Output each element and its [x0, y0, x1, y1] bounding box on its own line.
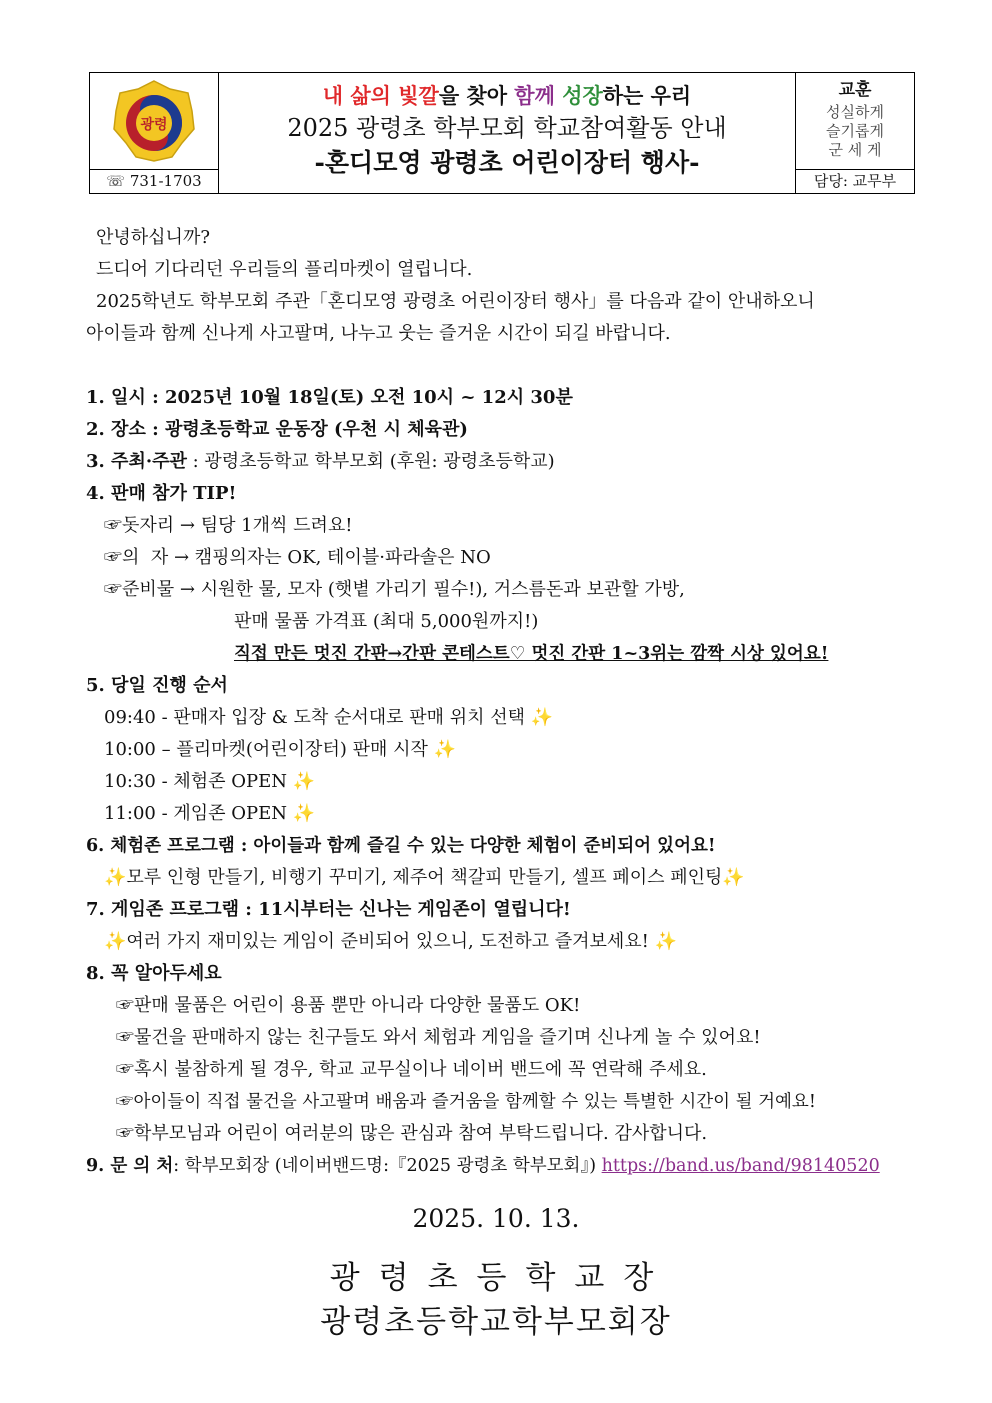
- logo-cell: [90, 73, 219, 193]
- slogan: [218, 81, 796, 111]
- item-experience-heading: 6. 체험존 프로그램 : 아이들과 함께 즐길 수 있는 다양한 체험이 준비되어 있어요!: [86, 836, 716, 856]
- slogan-part: 을 찾아: [438, 83, 515, 108]
- department-in-charge: 담당: 교무부: [796, 169, 914, 193]
- item-notice-heading: 8. 꼭 알아두세요: [86, 963, 222, 984]
- item-contact-text: : 학부모회장 (네이버밴드명:『2025 광령초 학부모회』): [173, 1156, 602, 1176]
- title-cell: [218, 73, 796, 193]
- intro-line: 안녕하십니까?: [96, 227, 210, 248]
- document-title: 2025 광령초 학부모회 학교참여활동 안내: [287, 114, 727, 142]
- notice-line: ☞물건을 판매하지 않는 친구들도 와서 체험과 게임을 즐기며 신나게 놀 수 있어요!: [116, 1027, 761, 1048]
- motto-title: 교훈: [838, 80, 872, 100]
- intro-line: 2025학년도 학부모회 주관「혼디모영 광령초 어린이장터 행사」를 다음과 같이 안내하오니: [96, 291, 815, 312]
- slogan-part: 함께: [514, 83, 555, 108]
- document-subtitle: -혼디모영 광령초 어린이장터 행사-: [314, 148, 700, 177]
- tip-line: 판매 물품 가격표 (최대 5,000원까지!): [234, 611, 539, 632]
- item-date: 1. 일시 : 2025년 10월 18일(토) 오전 10시 ~ 12시 30분: [86, 387, 573, 408]
- experience-line: ✨모루 인형 만들기, 비행기 꾸미기, 제주어 책갈피 만들기, 셀프 페이스 페인팅✨: [104, 867, 745, 888]
- phone-number: ☏ 731-1703: [90, 169, 218, 193]
- notice-line: ☞판매 물품은 어린이 용품 뿐만 아니라 다양한 물품도 OK!: [116, 995, 581, 1016]
- schedule-line: 10:30 - 체험존 OPEN ✨: [104, 771, 316, 792]
- document-body: [86, 222, 922, 1182]
- item-host-label: 3. 주최·주관: [86, 451, 187, 472]
- notice-line: ☞아이들이 직접 물건을 사고팔며 배움과 즐거움을 함께할 수 있는 특별한 시간이 될 거예요!: [116, 1092, 816, 1112]
- tip-line: ☞의 자 → 캠핑의자는 OK, 테이블·파라솔은 NO: [104, 547, 491, 568]
- notice-line: ☞학부모님과 어린이 여러분의 많은 관심과 참여 부탁드립니다. 감사합니다.: [116, 1123, 708, 1144]
- item-contact: [86, 1150, 922, 1182]
- item-place: 2. 장소 : 광령초등학교 운동장 (우천 시 체육관): [86, 419, 468, 440]
- schedule-line: 11:00 - 게임존 OPEN ✨: [104, 803, 316, 824]
- pta-president-signature: 광령초등학교학부모회장: [320, 1304, 672, 1340]
- motto-cell: [795, 73, 914, 193]
- schedule-line: 10:00 – 플리마켓(어린이장터) 판매 시작 ✨: [104, 739, 456, 760]
- item-game-heading: 7. 게임존 프로그램 : 11시부터는 신나는 게임존이 열립니다!: [86, 899, 571, 920]
- game-line: ✨여러 가지 재미있는 게임이 준비되어 있으니, 도전하고 즐겨보세요! ✨: [104, 931, 678, 952]
- slogan-part: 하는 우리: [602, 83, 692, 108]
- motto-line: 슬기롭게: [826, 122, 884, 140]
- item-host-text: : 광령초등학교 학부모회 (후원: 광령초등학교): [186, 451, 555, 472]
- item-tips-heading: 4. 판매 참가 TIP!: [86, 483, 237, 504]
- item-schedule-heading: 5. 당일 진행 순서: [86, 675, 228, 696]
- motto-line: 군 세 게: [828, 141, 882, 159]
- slogan-part: 성장: [562, 83, 603, 108]
- school-emblem-icon: [112, 79, 196, 163]
- motto-line: 성실하게: [826, 103, 884, 121]
- band-link[interactable]: https://band.us/band/98140520: [601, 1156, 880, 1176]
- tip-line: ☞돗자리 → 팀당 1개씩 드려요!: [104, 515, 353, 536]
- item-contact-label: 9. 문 의 처: [86, 1156, 174, 1176]
- sign-contest-note: 직접 만든 멋진 간판→간판 콘테스트♡ 멋진 간판 1~3위는 깜짝 시상 있어요!: [234, 644, 829, 664]
- notice-line: ☞혹시 불참하게 될 경우, 학교 교무실이나 네이버 밴드에 꼭 연락해 주세요.: [116, 1059, 707, 1080]
- emblem-text: 광령: [140, 117, 168, 133]
- header-box: [89, 72, 915, 194]
- intro-line: 아이들과 함께 신나게 사고팔며, 나누고 웃는 즐거운 시간이 되길 바랍니다.: [86, 323, 671, 344]
- intro-line: 드디어 기다리던 우리들의 플리마켓이 열립니다.: [96, 259, 473, 280]
- item-host: [86, 446, 922, 478]
- principal-signature: 광령초등학교장: [329, 1260, 673, 1296]
- slogan-part: 내 삶의 빛깔: [322, 83, 439, 108]
- issue-date: 2025. 10. 13.: [412, 1204, 580, 1233]
- schedule-line: 09:40 - 판매자 입장 & 도착 순서대로 판매 위치 선택 ✨: [104, 707, 554, 728]
- tip-line: ☞준비물 → 시원한 물, 모자 (햇볕 가리기 필수!), 거스름돈과 보관할 가방,: [104, 579, 685, 600]
